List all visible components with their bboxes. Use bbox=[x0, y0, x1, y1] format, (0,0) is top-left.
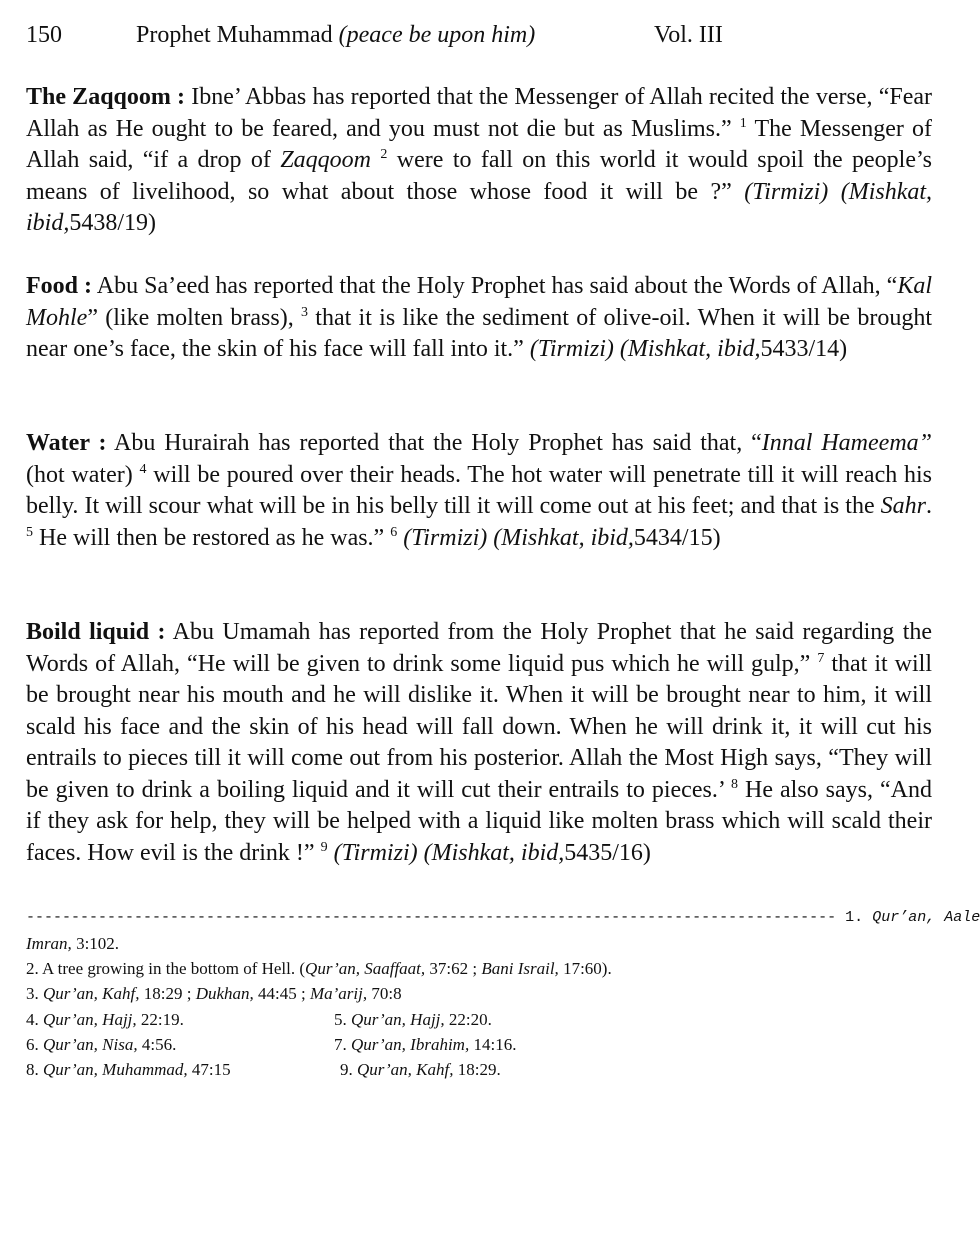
footnote-row-6-7 bbox=[26, 1033, 517, 1057]
footnote-4: 4. Qur’an, Hajj, 22:19. bbox=[26, 1010, 184, 1029]
footnote-ref: 3 bbox=[301, 304, 309, 320]
footnote-5: 5. Qur’an, Hajj, 22:20. bbox=[334, 1010, 492, 1029]
footnote-ref: 8 bbox=[731, 776, 739, 792]
paragraph-heading: The Zaqqoom : bbox=[26, 84, 186, 110]
paragraph-heading: Boild liquid : bbox=[26, 619, 166, 645]
footnote-ref: 5 bbox=[26, 524, 33, 540]
footnote-ref: 2 bbox=[380, 147, 388, 162]
paragraph-heading: Water : bbox=[26, 430, 107, 456]
footnote-rule: ------------------------------------------------------------------------------------------ 1. Qur’an, Aale bbox=[26, 909, 980, 926]
footnote-1-cont: Imran, 3:102. bbox=[26, 934, 120, 953]
footnote-2: 2. A tree growing in the bottom of Hell. (Qur’an, Saaffaat, 37:62 ; Bani Israil, 17:60). bbox=[26, 959, 612, 978]
paragraph-food: Food : Abu Sa’eed has reported that the Holy Prophet has said about the Words of Allah, “Kal Mohle” (like molten brass), $^3$ that it is like the sediment of olive-oil. When it will be brought near one’s face, the skin of his face will fall into it.” (Tirmizi) (Mishkat, ibid,5433/14) bbox=[26, 273, 933, 362]
footnote-ref: 1 bbox=[739, 115, 747, 131]
paragraph-water: Water : Abu Hurairah has reported that the Holy Prophet has said that, “Innal Hameema” (hot water) $^4$ will be poured over their heads. The hot water will penetrate till it will reach his belly. It will scour what will be in his belly till it will come out at his feet; and that is the Sahr. $^5$ He will then be restored as he was.” $^6$ (Tirmizi) (Mishkat, ibid,5434/15) bbox=[26, 430, 932, 551]
footnote-ref: 4 bbox=[139, 461, 147, 477]
paragraph-zaqqoom: The Zaqqoom : Ibne’ Abbas has reported that the Messenger of Allah recited the verse, “Fear Allah as He ought to be feared, and you must not die but as Muslims.” $^1$ The Messenger of Allah said, “if a drop of Zaqqoom $^2$ were to fall on this world it would spoil the people’s means of livelihood, so what about those whose food it will be ?” (Tirmizi) (Mishkat, ibid,5438/19) bbox=[26, 84, 933, 236]
paragraph-heading: Food : bbox=[26, 273, 93, 299]
paragraph-boild-liquid: Boild liquid : Abu Umamah has reported from the Holy Prophet that he said regarding the Words of Allah, “He will be given to drink some liquid pus which he will gulp,” $^7$ that it will be brought near his mouth and he will dislike it. When it will be brought near to him, it will scald his face and the skin of his head will fall down. When he will drink it, it will cut his entrails to pieces till it will come out from his posterior. Allah the Most High says, “They will be given to drink a boiling liquid and it will cut their entrails to pieces.’ $^8$ He also says, “And if they ask for help, they will be helped with a liquid like molten brass which will scald their faces. How evil is the drink !” $^9$ (Tirmizi) (Mishkat, ibid,5435/16) bbox=[26, 619, 933, 866]
footnote-6: 6. Qur’an, Nisa, 4:56. bbox=[26, 1035, 177, 1054]
footnote-ref: 9 bbox=[320, 839, 328, 855]
footnote-8: 8. Qur’an, Muhammad, 47:15 bbox=[26, 1060, 231, 1079]
footnote-3: 3. Qur’an, Kahf, 18:29 ; Dukhan, 44:45 ; Ma’arij, 70:8 bbox=[26, 984, 402, 1003]
footnote-row-4-5 bbox=[26, 1008, 492, 1032]
footnote-row-8-9 bbox=[26, 1058, 501, 1082]
footnote-ref: 6 bbox=[390, 524, 398, 540]
footnote-9: 9. Qur’an, Kahf, 18:29. bbox=[340, 1060, 501, 1079]
page-number: 150 bbox=[26, 22, 62, 48]
volume-label: Vol. III bbox=[654, 22, 723, 48]
running-title: Prophet Muhammad (peace be upon him) bbox=[136, 22, 536, 48]
footnote-ref: 7 bbox=[817, 650, 825, 666]
footnote-7: 7. Qur’an, Ibrahim, 14:16. bbox=[334, 1035, 517, 1054]
